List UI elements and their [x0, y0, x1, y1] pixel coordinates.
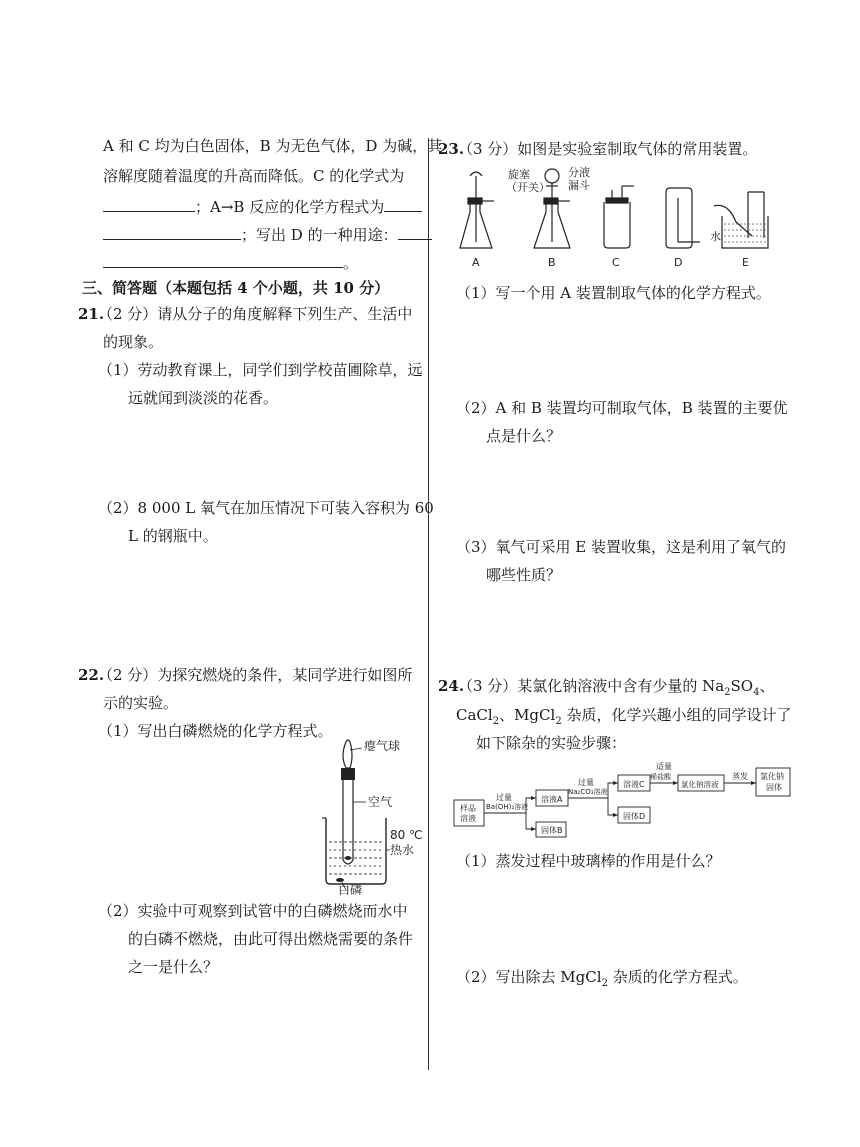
evaporate-label: 蒸发 — [732, 772, 748, 781]
balloon-label: 瘪气球 — [364, 739, 401, 753]
combustion-experiment-figure — [310, 730, 428, 895]
q20-line3: ；A→B 反应的化学方程式为 — [103, 196, 422, 217]
label-c: C — [612, 256, 620, 269]
hot-water-label: 热水 — [390, 843, 415, 857]
stopper-icon — [341, 768, 355, 780]
q20-line2: 溶解度随着温度的升高而降低。C 的化学式为 — [103, 167, 405, 185]
section3-title: 三、简答题（本题包括 4 个小题，共 10 分） — [82, 279, 390, 297]
phosphorus-icon — [345, 856, 351, 860]
solution-a-label: 溶液A — [541, 795, 563, 804]
label-a: A — [472, 256, 480, 269]
q21-line1: （2 分）请从分子的角度解释下列生产、生活中 — [98, 305, 413, 323]
q20-line4: ；写出 D 的一种用途： — [103, 224, 432, 245]
reagent2-qty: 过量 — [578, 778, 594, 787]
purification-flowchart — [452, 758, 792, 842]
q23-p1: （1）写一个用 A 装置制取气体的化学方程式。 — [456, 284, 771, 302]
answer-blank[interactable] — [398, 224, 432, 240]
apparatus-c-icon — [604, 186, 634, 248]
solution-c-label: 溶液C — [623, 780, 645, 789]
valve-sub-label: （开关） — [506, 181, 550, 194]
nacl-solid-label-2: 固体 — [766, 783, 782, 792]
q21-number: 21. — [78, 305, 105, 323]
q24-p1: （1）蒸发过程中玻璃棒的作用是什么？ — [456, 852, 721, 870]
sample-label-2: 溶液 — [460, 814, 476, 823]
q24-number: 24. — [438, 677, 465, 695]
q21-p2-line2: L 的钢瓶中。 — [128, 527, 218, 545]
solid-b-label: 固体B — [541, 826, 563, 835]
q20-line5: 。 — [103, 252, 358, 273]
valve-label: 旋塞 — [508, 168, 530, 181]
reagent2-name: Na₂CO₃溶液 — [568, 788, 608, 796]
answer-blank[interactable] — [384, 196, 422, 212]
q22-p2-line2: 的白磷不燃烧，由此可得出燃烧需要的条件 — [128, 930, 414, 948]
phosphorus-label: 白磷 — [338, 883, 363, 895]
reagent3-name: 稀盐酸 — [650, 773, 671, 781]
q21-p2-line1: （2）8 000 L 氧气在加压情况下可装入容积为 60 — [98, 499, 434, 517]
q23-p2-line2: 点是什么？ — [486, 427, 562, 445]
solid-d-label: 固体D — [623, 812, 646, 821]
q21-p1-line1: （1）劳动教育课上，同学们到学校苗圃除草，远 — [98, 361, 423, 379]
q22-number: 22. — [78, 666, 105, 684]
funnel-label: 分液 — [568, 166, 590, 179]
funnel-sub-label: 漏斗 — [568, 179, 590, 192]
reagent1-qty: 过量 — [496, 793, 512, 802]
q23-p3-line2: 哪些性质？ — [486, 566, 562, 584]
q21-p1-line2: 远就闻到淡淡的花香。 — [128, 389, 279, 407]
reagent3-qty: 适量 — [656, 762, 672, 771]
q24-p2: （2）写出除去 MgCl$_2$ 杂质的化学方程式。 — [456, 968, 748, 989]
answer-blank[interactable] — [103, 252, 343, 268]
q24-line2: CaCl$_2$、MgCl$_2$ 杂质，化学兴趣小组的同学设计了 — [456, 706, 792, 727]
label-e: E — [742, 256, 749, 269]
q23-p2-line1: （2）A 和 B 装置均可制取气体，B 装置的主要优 — [456, 399, 788, 417]
q23-number: 23. — [438, 140, 465, 158]
q23-p3-line1: （3）氧气可采用 E 装置收集，这是利用了氧气的 — [456, 538, 787, 556]
q22-line2: 示的实验。 — [103, 694, 179, 712]
test-tube-icon — [343, 780, 353, 864]
q24-line3: 如下除杂的实验步骤： — [476, 734, 627, 752]
label-d: D — [674, 256, 683, 269]
hot-water-icon — [329, 842, 383, 874]
gas-apparatus-figure — [456, 162, 776, 274]
q22-p2-line1: （2）实验中可观察到试管中的白磷燃烧而水中 — [98, 902, 408, 920]
reagent1-name: Ba(OH)₂溶液 — [486, 803, 529, 811]
q22-p2-line3: 之一是什么？ — [128, 958, 219, 976]
q23-line1: （3 分）如图是实验室制取气体的常用装置。 — [458, 140, 758, 158]
q24-line1: （3 分）某氯化钠溶液中含有少量的 $Na_2SO_4$、 — [458, 677, 775, 698]
column-divider — [428, 138, 429, 1070]
q21-line2: 的现象。 — [103, 333, 164, 351]
q22-p1: （1）写出白磷燃烧的化学方程式。 — [98, 722, 333, 740]
apparatus-d-icon — [666, 188, 700, 248]
nacl-solution-label: 氯化钠溶液 — [681, 780, 719, 789]
apparatus-e-icon — [714, 192, 768, 248]
air-label: 空气 — [368, 795, 393, 809]
balloon-icon — [343, 740, 352, 768]
water-icon — [724, 224, 766, 242]
label-b: B — [548, 256, 556, 269]
q22-line1: （2 分）为探究燃烧的条件，某同学进行如图所 — [98, 666, 413, 684]
answer-blank[interactable] — [103, 224, 241, 240]
sample-label: 样品 — [460, 804, 476, 813]
q20-line1: A 和 C 均为白色固体，B 为无色气体，D 为碱，其 — [103, 137, 443, 155]
answer-blank[interactable] — [103, 196, 195, 212]
temp-label: 80 ℃ — [390, 828, 423, 842]
apparatus-a-icon — [460, 172, 494, 248]
water-label: 水 — [710, 230, 721, 243]
nacl-solid-label: 氯化钠 — [760, 772, 784, 781]
